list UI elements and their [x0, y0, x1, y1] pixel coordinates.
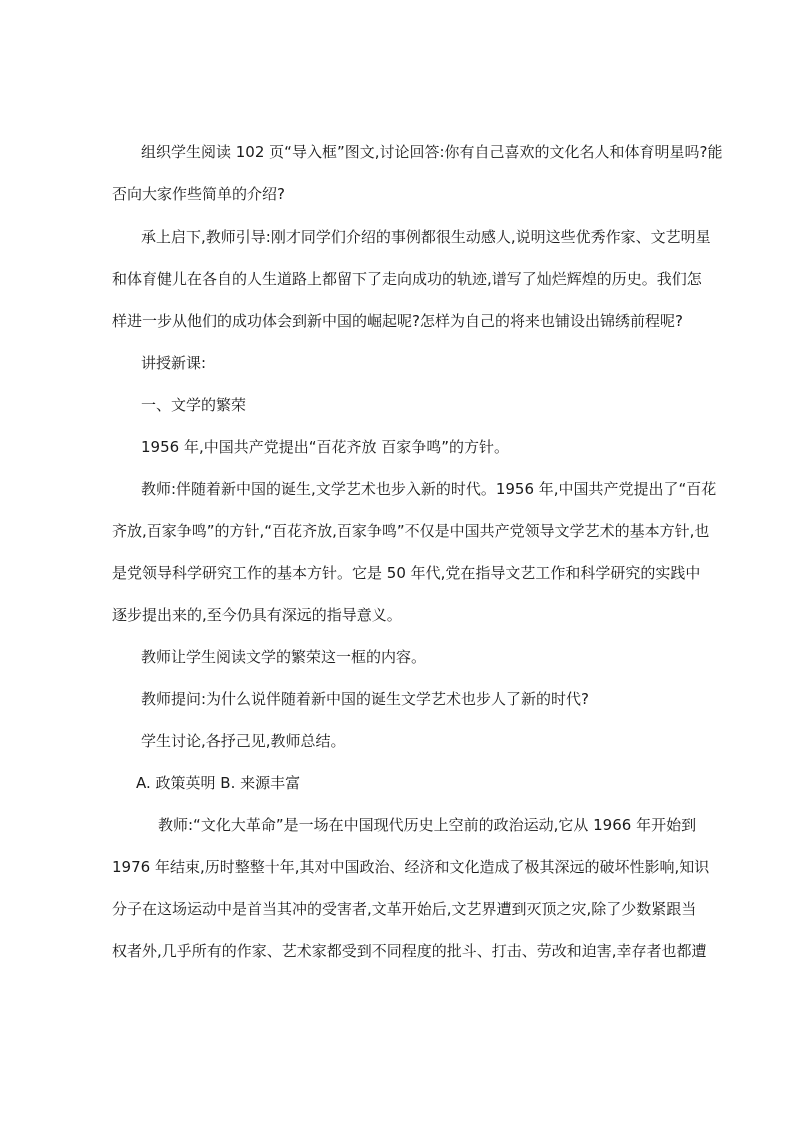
- paragraph-line: 样进一步从他们的成功体会到新中国的崛起呢?怎样为自己的将来也铺设出锦绣前程呢?: [112, 312, 683, 330]
- answer-options: A. 政策英明 B. 来源丰富: [136, 774, 301, 792]
- paragraph-line: 教师:伴随着新中国的诞生,文学艺术也步入新的时代。1956 年,中国共产党提出了“百花: [141, 480, 717, 498]
- section-heading: 一、文学的繁荣: [141, 396, 247, 414]
- paragraph-line: 教师:“文化大革命”是一场在中国现代历史上空前的政治运动,它从 1966 年开始到: [158, 816, 697, 834]
- paragraph-line: 权者外,几乎所有的作家、艺术家都受到不同程度的批斗、打击、劳改和迫害,幸存者也都遭: [112, 942, 707, 960]
- paragraph-line: 承上启下,教师引导:刚才同学们介绍的事例都很生动感人,说明这些优秀作家、文艺明星: [141, 228, 711, 246]
- paragraph-line: 学生讨论,各抒己见,教师总结。: [141, 732, 346, 750]
- paragraph-line: 逐步提出来的,至今仍具有深远的指导意义。: [112, 606, 402, 624]
- paragraph-line: 1976 年结束,历时整整十年,其对中国政治、经济和文化造成了极其深远的破坏性影响,知识: [112, 858, 710, 876]
- paragraph-line: 否向大家作些简单的介绍?: [112, 185, 285, 203]
- paragraph-line: 1956 年,中国共产党提出“百花齐放 百家争鸣”的方针。: [141, 438, 510, 456]
- paragraph-line: 组织学生阅读 102 页“导入框”图文,讨论回答:你有自己喜欢的文化名人和体育明星吗?能: [141, 143, 723, 161]
- paragraph-line: 分子在这场运动中是首当其冲的受害者,文革开始后,文艺界遭到灭顶之灾,除了少数紧跟当: [112, 900, 697, 918]
- paragraph-line: 齐放,百家争鸣”的方针,“百花齐放,百家争鸣”不仅是中国共产党领导文学艺术的基本方针,也: [112, 522, 710, 540]
- section-label: 讲授新课:: [141, 354, 207, 372]
- paragraph-line: 和体育健儿在各自的人生道路上都留下了走向成功的轨迹,谱写了灿烂辉煌的历史。我们怎: [112, 270, 702, 288]
- paragraph-line: 教师让学生阅读文学的繁荣这一框的内容。: [141, 648, 427, 666]
- paragraph-line: 是党领导科学研究工作的基本方针。它是 50 年代,党在指导文艺工作和科学研究的实践中: [112, 564, 701, 582]
- paragraph-line: 教师提问:为什么说伴随着新中国的诞生文学艺术也步人了新的时代?: [141, 690, 590, 708]
